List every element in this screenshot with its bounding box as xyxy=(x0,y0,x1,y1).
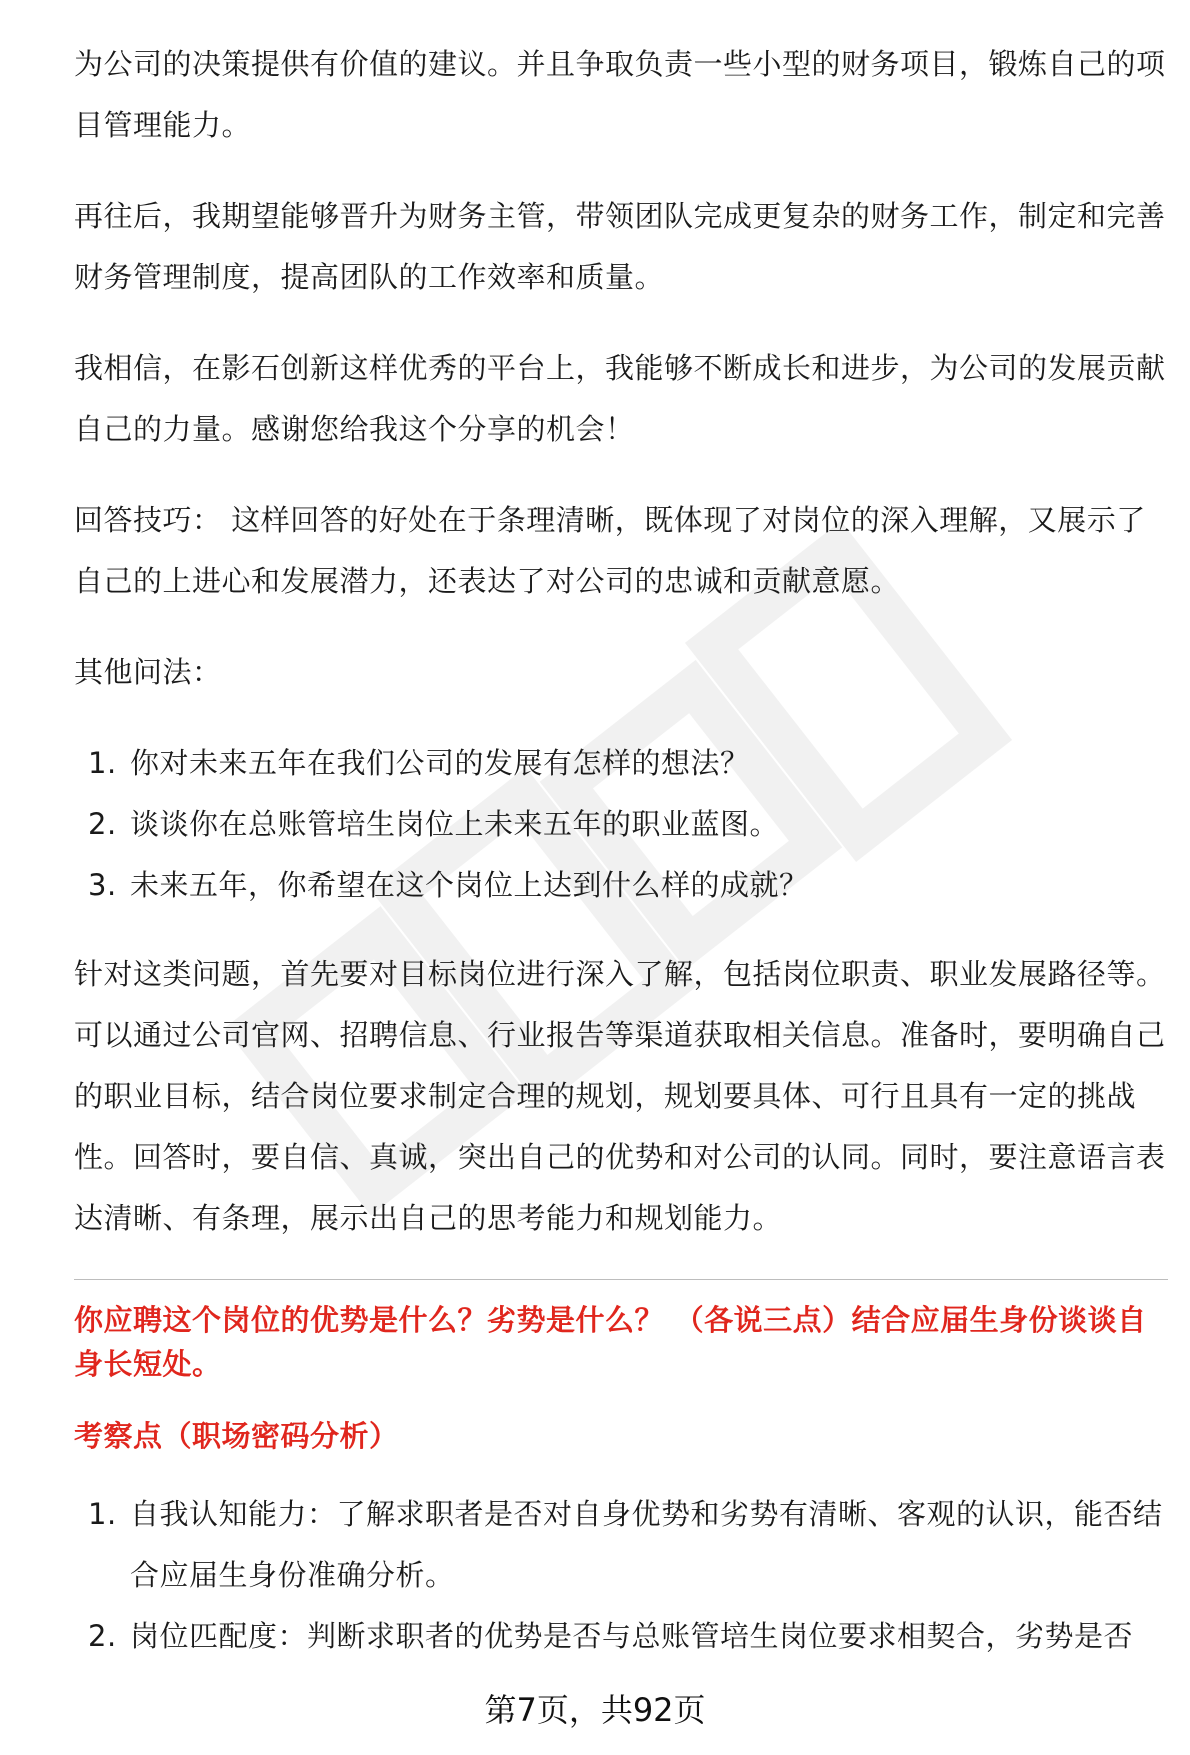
paragraph-promotion: 再往后，我期望能够晋升为财务主管，带领团队完成更复杂的财务工作，制定和完善财务管理制度，提高团队的工作效率和质量。 xyxy=(74,199,1166,294)
exam-points-list xyxy=(74,1484,1168,1667)
list-item: 3. 未来五年，你希望在这个岗位上达到什么样的成就？ xyxy=(88,868,809,902)
paragraph-other-questions-label: 其他问法： xyxy=(74,655,222,689)
paragraph-closing: 我相信，在影石创新这样优秀的平台上，我能够不断成长和进步，为公司的发展贡献自己的力量。感谢您给我这个分享的机会！ xyxy=(74,351,1166,446)
exam-points-heading: 考察点（职场密码分析） xyxy=(74,1419,399,1453)
question-heading: 你应聘这个岗位的优势是什么？劣势是什么？ （各说三点）结合应届生身份谈谈自身长短处。 xyxy=(74,1303,1147,1381)
paragraph-answer-tips: 回答技巧： 这样回答的好处在于条理清晰，既体现了对岗位的深入理解，又展示了自己的上进心和发展潜力，还表达了对公司的忠诚和贡献意愿。 xyxy=(74,503,1146,598)
list-item: 1. 你对未来五年在我们公司的发展有怎样的想法？ xyxy=(88,746,750,780)
paragraph-career-goal: 为公司的决策提供有价值的建议。并且争取负责一些小型的财务项目，锻炼自己的项目管理能力。 xyxy=(74,47,1166,142)
section-divider xyxy=(74,1279,1168,1280)
list-item: 2. 谈谈你在总账管培生岗位上未来五年的职业蓝图。 xyxy=(88,807,780,841)
paragraph-advice: 针对这类问题，首先要对目标岗位进行深入了解，包括岗位职责、职业发展路径等。可以通过公司官网、招聘信息、行业报告等渠道获取相关信息。准备时，要明确自己的职业目标，结合岗位要求制定合理的规划，规划要具体、可行且具有一定的挑战性。回答时，要自信、真诚，突出自己的优势和对公司的认同。同时，要注意语言表达清晰、有条理，展示出自己的思考能力和规划能力。 xyxy=(74,957,1166,1235)
list-item: 1. 自我认知能力：了解求职者是否对自身优势和劣势有清晰、客观的认识，能否结合应届生身份准确分析。 xyxy=(88,1497,1163,1592)
list-item: 2. 岗位匹配度：判断求职者的优势是否与总账管培生岗位要求相契合，劣势是否 xyxy=(88,1619,1134,1653)
other-questions-list xyxy=(74,733,1168,916)
page-footer: 第7页，共92页 xyxy=(484,1691,706,1729)
content-area xyxy=(74,34,1168,1695)
